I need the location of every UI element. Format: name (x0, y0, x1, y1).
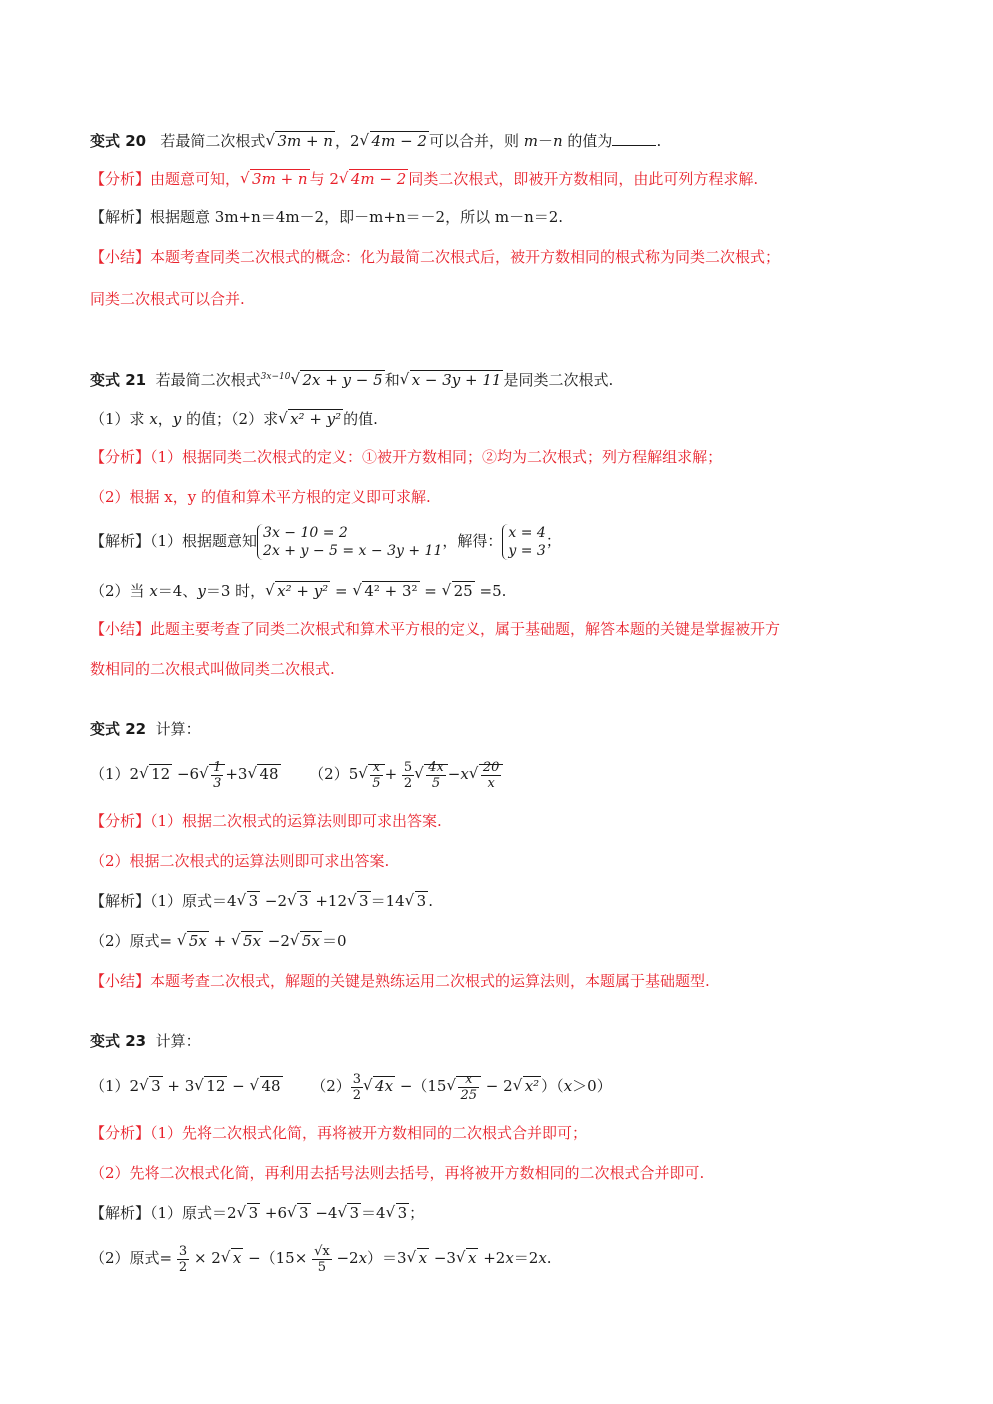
answer-blank (612, 131, 656, 146)
problem-21-analysis: 【分析】（1）根据同类二次根式的定义：①被开方数相同；②均为二次根式；列方程解组求解； (90, 448, 723, 466)
problem-22-analysis: 【分析】（1）根据二次根式的运算法则即可求出答案. (90, 812, 442, 830)
problem-20-solution: 【解析】根据题意 3m+n＝4m－2，即－m+n＝－2，所以 m－n＝2. (90, 208, 564, 226)
problem-22-question: 变式 22 计算： (90, 720, 201, 738)
problem-23-analysis-2: （2）先将二次根式化简，再利用去括号法则去括号，再将被开方数相同的二次根式合并即可. (90, 1164, 705, 1182)
question-text: 若最简二次根式 √ 3m + n ，2 √ 4m − 2 可以合并，则 m－n 的值为 . (151, 132, 661, 150)
problem-21-analysis-2: （2）根据 x，y 的值和算术平方根的定义即可求解. (90, 488, 431, 506)
problem-20-summary: 【小结】本题考查同类二次根式的概念：化为最简二次根式后，被开方数相同的根式称为同类二次根式； (90, 248, 781, 266)
problem-21-solution: 【解析】（1）根据题意知 3x − 10 = 2 2x + y − 5 = x − 3y + 11，解得： x = 4 y = 3； (90, 525, 561, 559)
problem-22-subquestion: （1）2 √ 12 −6 √ $\frac{1}{3}$ +3 √ 48 （2）5 √ $\frac{x}{5}$ + $\frac{5}{2}$ √ $\frac{4x}{5}$ −x √ $\frac{20}{x}$ (90, 756, 503, 792)
problem-22-solution: 【解析】（1）原式＝4 √ 3 −2 √ 3 +12 √ 3 ＝14 √ 3 . (90, 890, 433, 912)
problem-21-question: 变式 21 若最简二次根式$^{3x-10}$ √ 2x + y − 5 和 √ x − 3y + 11 是同类二次根式. (90, 366, 613, 391)
problem-23-question: 变式 23 计算： (90, 1032, 201, 1050)
problem-23-subquestion: （1）2 √ 3 + 3 √ 12 − √ 48 （2） $\frac{3}{2}$ √ 4x −（15 √ $\frac{x}{25}$ − 2 √ x² ）（x＞0） (90, 1068, 612, 1104)
problem-22-analysis-2: （2）根据二次根式的运算法则即可求出答案. (90, 852, 390, 870)
problem-20-question (90, 130, 661, 152)
problem-22-solution-2: （2）原式= √ 5x + √ 5x −2 √ 5x ＝0 (90, 930, 346, 952)
problem-21-subquestion: （1）求 x，y 的值；（2）求 √ x² + y² 的值. (90, 408, 378, 430)
problem-23-solution-2: （2）原式= $\frac{3}{2}$ × 2 √ x −（15× $\frac{√x}{5}$ −2x）＝3 √ x −3 √ x +2x＝2x. (90, 1240, 552, 1276)
problem-21-summary-cont: 数相同的二次根式叫做同类二次根式. (90, 660, 335, 678)
problem-21-solution-2: （2）当 x＝4、y＝3 时， √ x² + y² = √ 4² + 3² = √ 25 =5. (90, 580, 506, 602)
problem-20-summary-cont: 同类二次根式可以合并. (90, 290, 245, 308)
problem-23-analysis: 【分析】（1）先将二次根式化简，再将被开方数相同的二次根式合并即可； (90, 1124, 588, 1142)
problem-title: 变式 20 (90, 132, 147, 150)
problem-20-analysis: 【分析】由题意可知， √ 3m + n 与 2 √ 4m − 2 同类二次根式，即被开方数相同，由此可列方程求解. (90, 168, 758, 190)
problem-23-solution: 【解析】（1）原式＝2 √ 3 +6 √ 3 −4 √ 3 ＝4 √ 3 ； (90, 1202, 424, 1224)
problem-21-summary: 【小结】此题主要考查了同类二次根式和算术平方根的定义，属于基础题，解答本题的关键是掌握被开方 (90, 620, 781, 638)
problem-22-summary: 【小结】本题考查二次根式，解题的关键是熟练运用二次根式的运算法则，本题属于基础题型. (90, 972, 710, 990)
